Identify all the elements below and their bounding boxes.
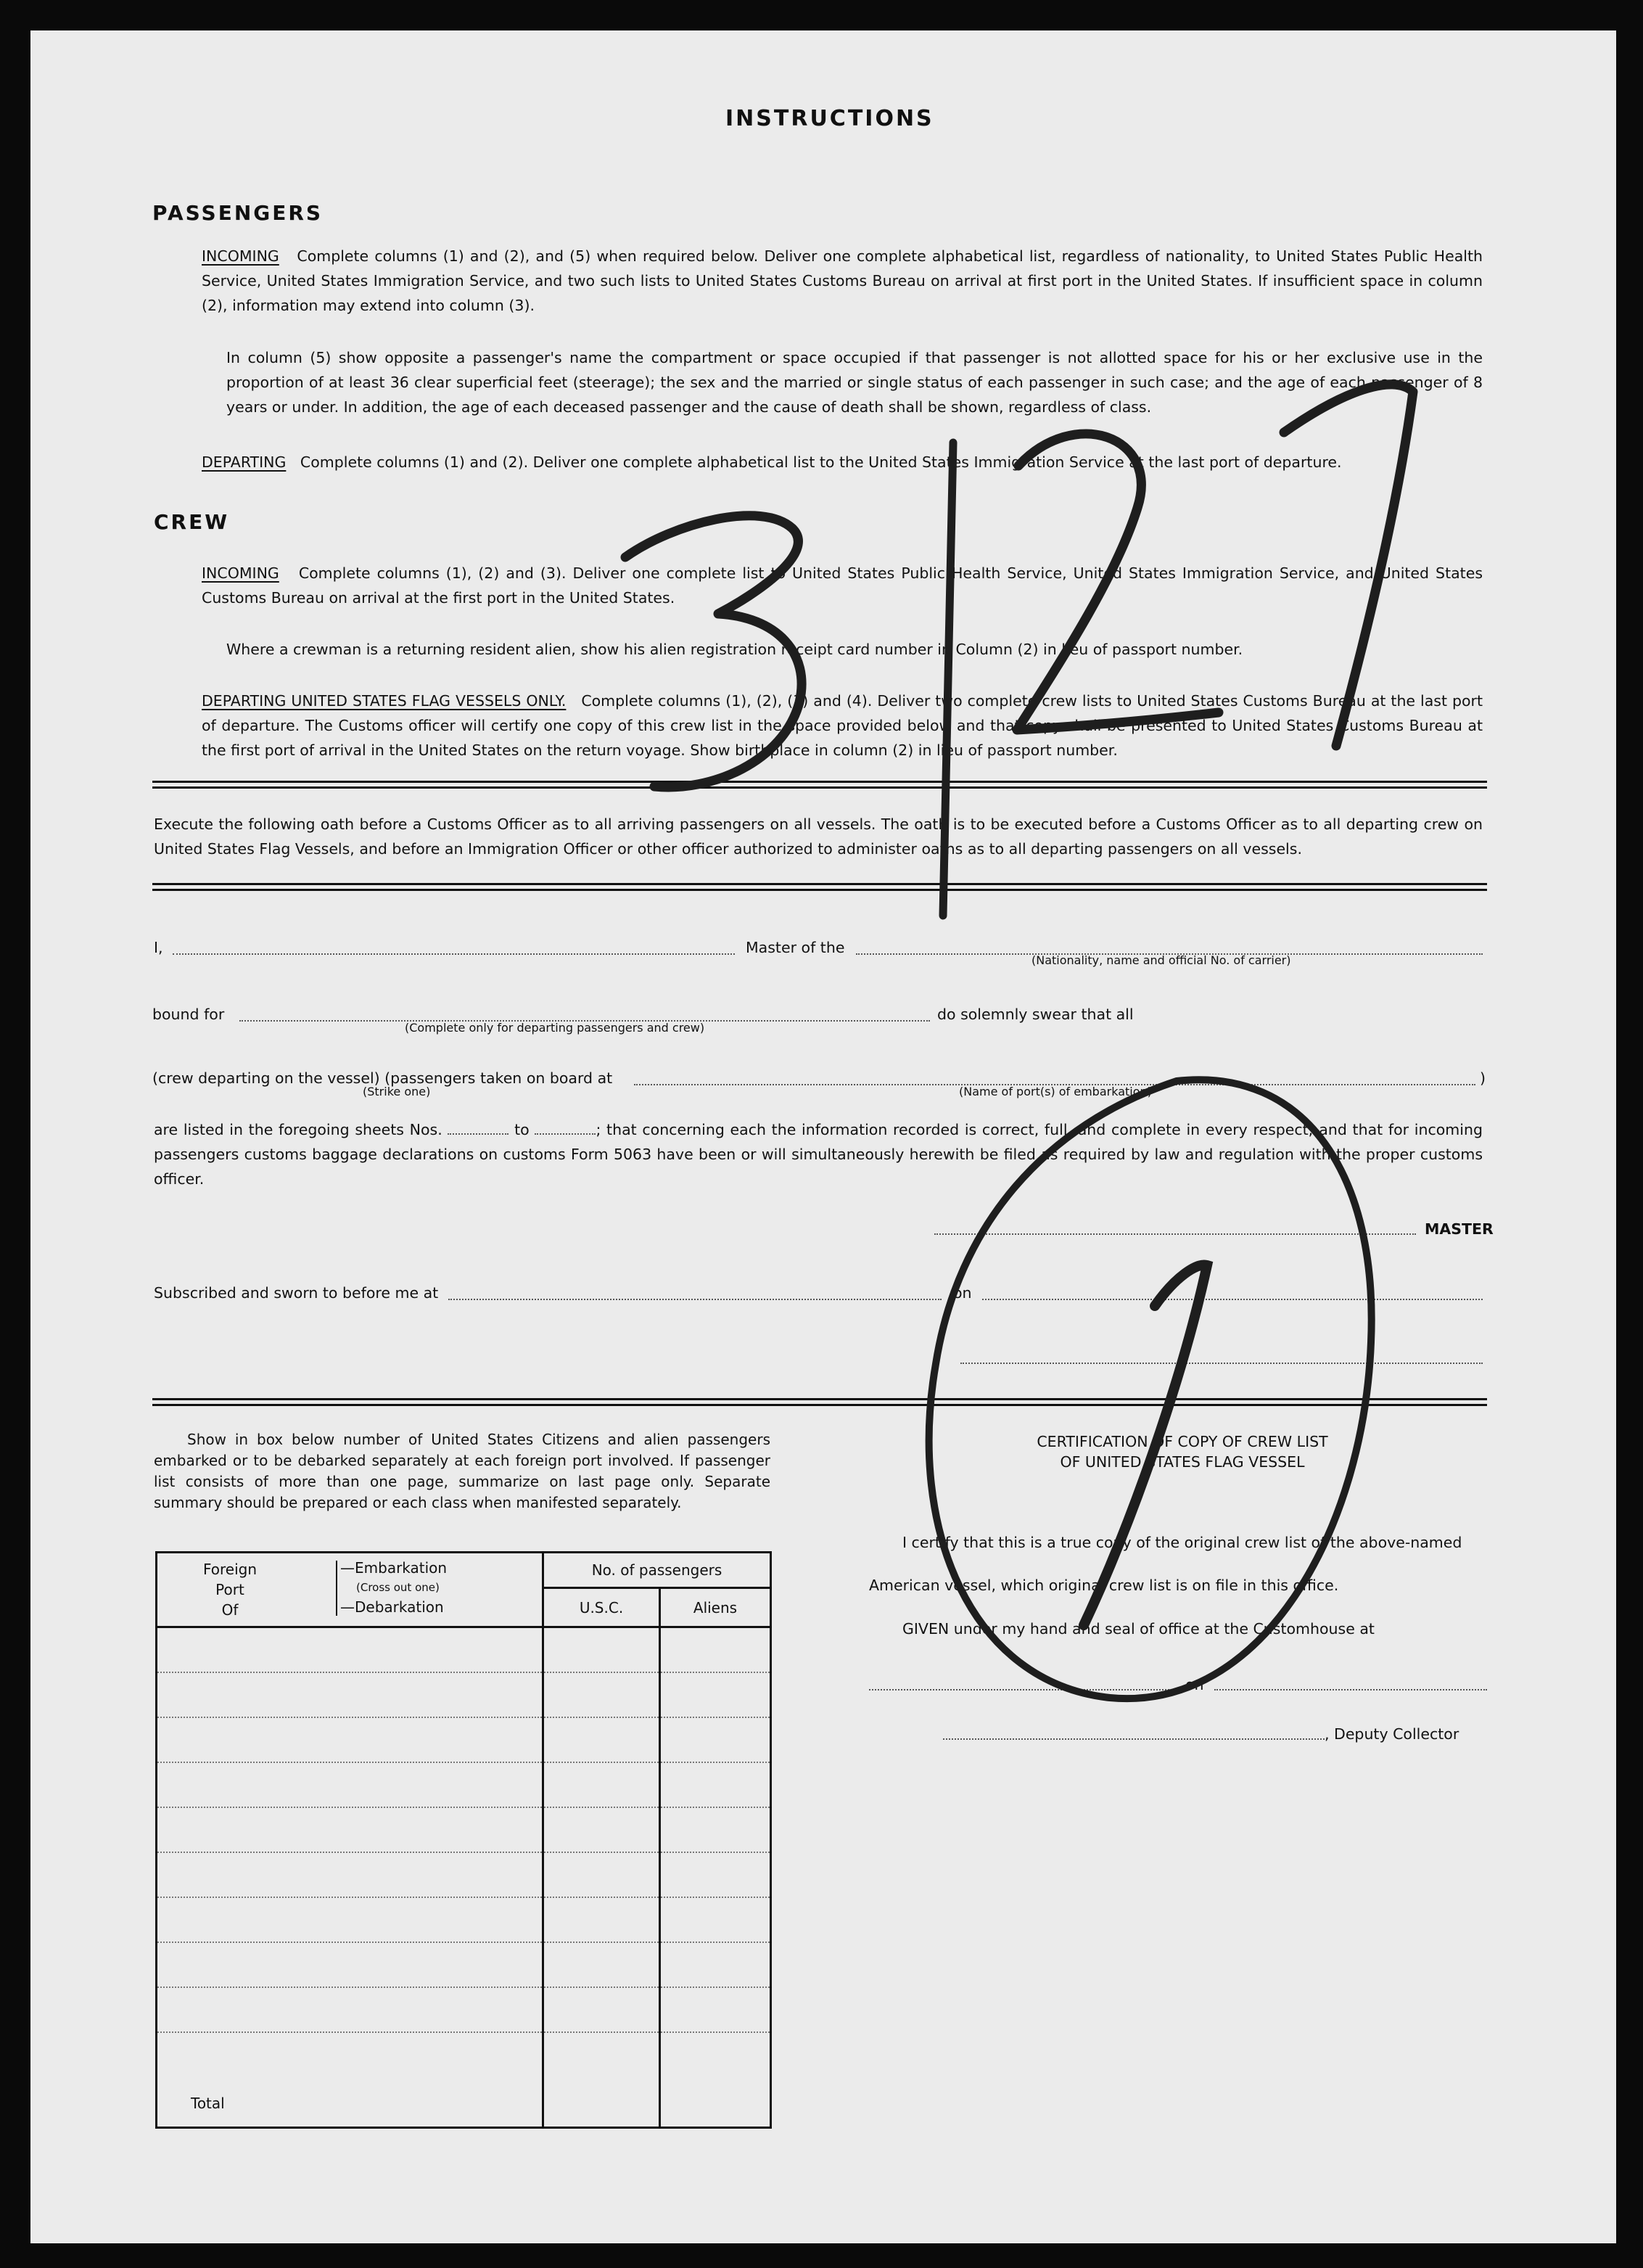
close-paren: ) [1480, 1069, 1486, 1087]
nationality-caption: (Nationality, name and official No. of carrier) [1031, 953, 1291, 967]
port-cell[interactable] [157, 1627, 543, 1672]
aliens-cell[interactable] [660, 1897, 771, 1942]
aliens-header: Aliens [660, 1588, 771, 1627]
aliens-cell[interactable] [660, 1942, 771, 1987]
crew-incoming-paragraph [202, 561, 1483, 610]
master-name-field[interactable] [173, 953, 735, 955]
certification-line3: GIVEN under my hand and seal of office at the Customhouse at [902, 1620, 1375, 1638]
deputy-collector-label: , Deputy Collector [1325, 1725, 1459, 1743]
master-signature-field[interactable] [934, 1233, 1416, 1235]
do-solemnly-label: do solemnly swear that all [937, 1006, 1134, 1023]
double-rule [152, 883, 1487, 891]
crew-incoming-label: INCOMING [202, 564, 279, 582]
usc-cell[interactable] [543, 1717, 660, 1762]
usc-cell[interactable] [543, 1897, 660, 1942]
sheet-to-field[interactable] [535, 1133, 596, 1135]
port-cell[interactable] [157, 1987, 543, 2032]
aliens-cell[interactable] [660, 1807, 771, 1852]
aliens-cell[interactable] [660, 1987, 771, 2032]
sheet-from-field[interactable] [448, 1133, 508, 1135]
master-of-the-label: Master of the [746, 939, 845, 956]
usc-cell[interactable] [543, 1672, 660, 1717]
aliens-cell[interactable] [660, 1717, 771, 1762]
oath-intro: Execute the following oath before a Customs Officer as to all arriving passengers on all vessels. The oath is to be executed before a Customs Officer as to all departing crew on United States Flag Vessels, and before an Immigration Officer or other officer authorized to administer oaths as to all departing passengers on all vessels. [154, 815, 1483, 858]
crew-departing-paragraph [202, 689, 1483, 763]
aliens-total-cell[interactable] [660, 2032, 771, 2128]
crew-departing-text: Complete columns (1), (2), (3) and (4). Deliver two complete crew lists to United States Customs Bureau at the last port of departure. The Customs officer will certify one copy of this crew list in the space provided below and that copy shall be presented to United States Customs Bureau at the first port of arrival in the United States on the return voyage. Show birthplace in column (2) in lieu of passport number. [202, 692, 1483, 759]
usc-cell[interactable] [543, 1987, 660, 2032]
crew-passengers-label: (crew departing on the vessel) (passengers taken on board at [152, 1069, 613, 1087]
port-cell[interactable] [157, 1897, 543, 1942]
sworn-place-field[interactable] [448, 1299, 942, 1300]
aliens-cell[interactable] [660, 1627, 771, 1672]
aliens-cell[interactable] [660, 1762, 771, 1807]
double-rule [152, 1398, 1487, 1406]
subscribed-label: Subscribed and sworn to before me at [154, 1284, 439, 1302]
no-passengers-header: No. of passengers [543, 1553, 771, 1588]
passengers-column5-paragraph: In column (5) show opposite a passenger's name the compartment or space occupied if that passenger is not allotted space for his or her exclusive use in the proportion of at least 36 clear superficial feet (steerage); the sex and the married or single status of each passenger in such case; and the age of each passenger of 8 years or under. In addition, the age of each deceased passenger and the cause of death shall be shown, regardless of class. [226, 349, 1483, 416]
port-cell[interactable] [157, 1717, 543, 1762]
passengers-departing-paragraph [202, 450, 1483, 474]
bound-for-label: bound for [152, 1006, 225, 1023]
debarkation-option[interactable]: —Debarkation [340, 1598, 444, 1616]
crew-crewman-paragraph: Where a crewman is a returning resident alien, show his alien registration receipt card number in Column (2) in lieu of passport number. [226, 641, 1243, 658]
ports-caption: (Name of port(s) of embarkation) [959, 1085, 1152, 1098]
usc-total-cell[interactable] [543, 2032, 660, 2128]
crew-heading: CREW [154, 510, 230, 534]
passengers-heading: PASSENGERS [152, 201, 324, 225]
usc-cell[interactable] [543, 1942, 660, 1987]
deputy-signature-field[interactable] [943, 1738, 1325, 1740]
customhouse-field[interactable] [869, 1689, 1178, 1690]
usc-cell[interactable] [543, 1852, 660, 1897]
passengers-incoming-paragraph [202, 244, 1483, 318]
crew-incoming-text: Complete columns (1), (2) and (3). Deliver one complete list to United States Public Health Service, United States Immigration Service, and United States Customs Bureau on arrival at the first port in the United States. [202, 564, 1483, 607]
passengers-departing-label: DEPARTING [202, 453, 287, 471]
passenger-summary-table [155, 1551, 772, 2129]
certification-on-label: on [1185, 1676, 1204, 1693]
aliens-cell[interactable] [660, 1852, 771, 1897]
usc-cell[interactable] [543, 1807, 660, 1852]
certification-line1: I certify that this is a true copy of the original crew list of the above-named [902, 1534, 1462, 1551]
strike-one-caption: (Strike one) [363, 1085, 431, 1098]
embarkation-option[interactable]: —Embarkation [340, 1559, 448, 1577]
port-cell[interactable] [157, 1672, 543, 1717]
aliens-cell[interactable] [660, 1672, 771, 1717]
officer-signature-field[interactable] [960, 1363, 1483, 1364]
usc-cell[interactable] [543, 1762, 660, 1807]
passengers-incoming-text: Complete columns (1) and (2), and (5) when required below. Deliver one complete alphabetical list, regardless of nationality, to United States Public Health Service, United States Immigration Service, and two such lists to United States Customs Bureau on arrival at first port in the United States. If insufficient space in column (2), information may extend into column (3). [202, 247, 1483, 314]
crew-departing-label: DEPARTING UNITED STATES FLAG VESSELS ONLY. [202, 692, 567, 710]
certification-heading: CERTIFICATION OF COPY OF CREW LIST OF UNITED STATES FLAG VESSEL [1037, 1433, 1328, 1471]
port-cell[interactable] [157, 1807, 543, 1852]
listed-paragraph: are listed in the foregoing sheets Nos. to ; that concerning each the information recorded is correct, full, and complete in every respect; and that for incoming passengers customs baggage declarations on customs Form 5063 have been or will simultaneously herewith be filed as required by law and regulation with the proper customs officer. [154, 1121, 1483, 1188]
oath-i-label: I, [154, 939, 163, 956]
sworn-date-field[interactable] [982, 1299, 1483, 1300]
page-title: INSTRUCTIONS [725, 106, 934, 131]
port-cell[interactable] [157, 1942, 543, 1987]
sworn-on-label: on [953, 1284, 972, 1302]
foreign-port-header: Foreign Port Of —Embarkation (Cross out one) —Debarkation [157, 1553, 543, 1627]
total-label: Total [191, 2095, 225, 2112]
certification-date-field[interactable] [1214, 1689, 1487, 1690]
complete-only-caption: (Complete only for departing passengers and crew) [405, 1021, 705, 1035]
usc-header: U.S.C. [543, 1588, 660, 1627]
passengers-incoming-label: INCOMING [202, 247, 279, 265]
summary-instructions: Show in box below number of United States Citizens and alien passengers embarked or to be debarked separately at each foreign port involved. If passenger list consists of more than one page, summarize on last page only. Separate summary should be prepared or each class when manifested separately. [154, 1431, 770, 1511]
port-cell[interactable] [157, 1852, 543, 1897]
passengers-departing-text: Complete columns (1) and (2). Deliver one complete alphabetical list to the United States Immigration Service at the last port of departure. [300, 453, 1342, 471]
usc-cell[interactable] [543, 1627, 660, 1672]
certification-line2: American vessel, which original crew list is on file in this office. [869, 1577, 1339, 1594]
master-label: MASTER [1425, 1220, 1494, 1238]
double-rule [152, 781, 1487, 789]
port-cell[interactable] [157, 1762, 543, 1807]
